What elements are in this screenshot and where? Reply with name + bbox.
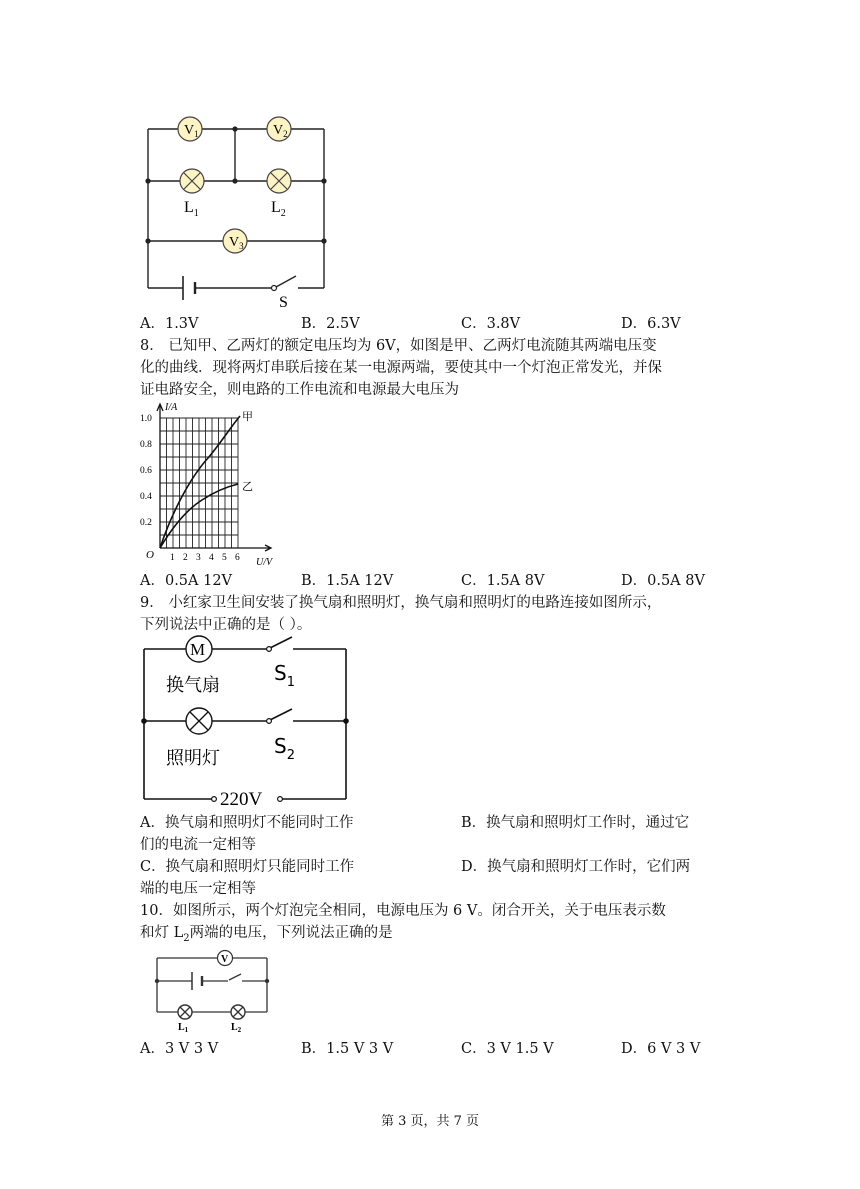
svg-text:3: 3 [196, 553, 201, 563]
q10-option-a[interactable]: A．3 V 3 V [140, 1041, 219, 1057]
svg-text:V3: $V_3$ [229, 235, 244, 251]
svg-text:I/A: I/A [165, 402, 178, 413]
label-220v: 220V [220, 789, 263, 805]
label-l1: $L_1$ [178, 1022, 189, 1034]
lamp-l1-icon [180, 169, 204, 193]
q9-option-b-line1[interactable]: B．换气扇和照明灯工作时，通过它 [461, 815, 690, 831]
voltmeter-v3-icon [223, 229, 247, 253]
svg-text:0.2: 0.2 [140, 518, 152, 528]
svg-text:0.6: 0.6 [140, 466, 152, 476]
svg-text:V1: $V_1$ [184, 123, 199, 139]
svg-text:6: 6 [235, 553, 240, 563]
label-fan: 换气扇 [166, 675, 220, 696]
svg-text:2: 2 [183, 553, 188, 563]
voltmeter-icon [218, 951, 233, 966]
q10-circuit-diagram [150, 945, 275, 1035]
curve-jia [160, 416, 240, 548]
q10-stem-line2: 和灯 $L_2$两端的电压，下列说法正确的是 [140, 925, 393, 944]
svg-text:M: M [190, 640, 206, 659]
label-lamp: 照明灯 [166, 748, 220, 769]
svg-text:V2: $V_2$ [273, 123, 288, 139]
q7-circuit-diagram [138, 108, 338, 308]
label-s: S [279, 294, 288, 308]
svg-text:0.8: 0.8 [140, 440, 152, 450]
q10-stem-line1: 10．如图所示，两个灯泡完全相同，电源电压为 6 V。闭合开关，关于电压表示数 [140, 903, 666, 919]
lamp-icon [186, 708, 212, 734]
q8-stem-line2: 化的曲线．现将两灯串联后接在某一电源两端，要使其中一个灯泡正常发光，并保 [140, 360, 662, 376]
q7-option-c[interactable]: C．3.8V [461, 316, 521, 332]
legend-yi: 乙 [242, 480, 253, 493]
q8-stem-line1: 8． 已知甲、乙两灯的额定电压均为 6V，如图是甲、乙两灯电流随其两端电压变 [140, 338, 657, 354]
q8-option-c[interactable]: C．1.5A 8V [461, 573, 545, 589]
svg-text:V: V [221, 954, 229, 965]
q9-option-a[interactable]: A．换气扇和照明灯不能同时工作 [140, 815, 354, 831]
legend-jia: 甲 [242, 410, 253, 423]
voltmeter-v1-icon [178, 117, 202, 141]
svg-text:0.4: 0.4 [140, 492, 152, 502]
q10-option-c[interactable]: C．3 V 1.5 V [461, 1041, 554, 1057]
svg-text:U/V: U/V [256, 557, 273, 568]
q9-option-b-line2[interactable]: 们的电流一定相等 [140, 837, 256, 853]
label-l1: $L_1$ [184, 199, 199, 219]
q9-stem-line1: 9． 小红家卫生间安装了换气扇和照明灯，换气扇和照明灯的电路连接如图所示， [140, 595, 662, 611]
lamp-l1-icon [178, 1005, 192, 1019]
q7-option-b[interactable]: B．2.5V [301, 316, 360, 332]
lamp-l2-icon [267, 169, 291, 193]
voltmeter-v2-icon [267, 117, 291, 141]
label-l2: $L_2$ [271, 199, 286, 219]
label-s2: $S_2$ [274, 734, 295, 763]
svg-text:1: 1 [170, 553, 175, 563]
q8-option-a[interactable]: A．0.5A 12V [140, 573, 233, 589]
q8-iu-graph [138, 400, 288, 570]
q9-stem-line2: 下列说法中正确的是（ ）。 [140, 617, 312, 633]
svg-text:5: 5 [222, 553, 227, 563]
q7-option-d[interactable]: D．6.3V [621, 316, 681, 332]
q10-option-d[interactable]: D．6 V 3 V [621, 1041, 701, 1057]
q9-option-c[interactable]: C．换气扇和照明灯只能同时工作 [140, 859, 355, 875]
motor-icon [186, 636, 212, 662]
svg-text:O: O [146, 549, 154, 561]
page-footer: 第 3 页，共 7 页 [380, 1114, 480, 1129]
svg-text:4: 4 [209, 553, 214, 563]
q8-option-d[interactable]: D．0.5A 8V [621, 573, 705, 589]
q8-stem-line3: 证电路安全，则电路的工作电流和电源最大电压为 [140, 382, 459, 398]
q10-option-b[interactable]: B．1.5 V 3 V [301, 1041, 394, 1057]
label-l2: $L_2$ [231, 1022, 242, 1034]
q9-option-d-line1[interactable]: D．换气扇和照明灯工作时，它们两 [461, 859, 691, 875]
lamp-l2-icon [231, 1005, 245, 1019]
q9-option-d-line2[interactable]: 端的电压一定相等 [140, 881, 256, 897]
q8-option-b[interactable]: B．1.5A 12V [301, 573, 394, 589]
q9-circuit-diagram [138, 633, 354, 805]
svg-text:1.0: 1.0 [140, 414, 152, 424]
q7-option-a[interactable]: A．1.3V [140, 316, 199, 332]
label-s1: $S_1$ [274, 661, 295, 690]
